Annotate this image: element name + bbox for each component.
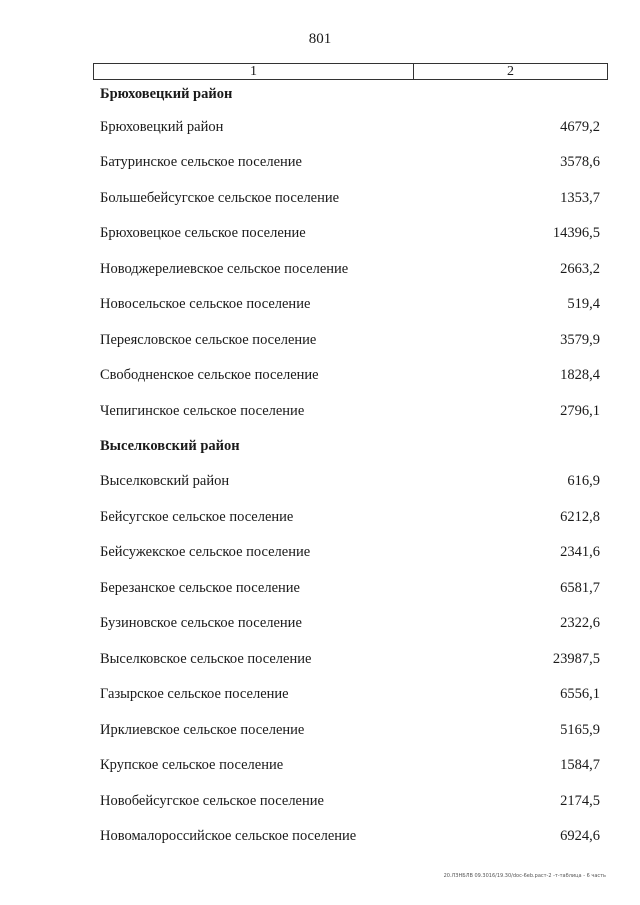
table-row bbox=[0, 328, 640, 352]
settlement-value: 6581,7 bbox=[560, 580, 600, 596]
settlement-name: Бейсужекское сельское поселение bbox=[100, 544, 311, 560]
settlement-name: Свободненское сельское поселение bbox=[100, 367, 319, 383]
settlement-name: Новомалороссийское сельское поселение bbox=[100, 828, 357, 844]
settlement-name: Новосельское сельское поселение bbox=[100, 296, 311, 312]
table-row bbox=[0, 221, 640, 245]
settlement-value: 2663,2 bbox=[560, 261, 600, 277]
settlement-value: 3578,6 bbox=[560, 154, 600, 170]
settlement-name: Газырское сельское поселение bbox=[100, 686, 289, 702]
settlement-name: Переясловское сельское поселение bbox=[100, 332, 317, 348]
table-row bbox=[0, 718, 640, 742]
settlement-value: 2341,6 bbox=[560, 544, 600, 560]
settlement-name: Чепигинское сельское поселение bbox=[100, 403, 305, 419]
table-row bbox=[0, 789, 640, 813]
settlement-value: 6924,6 bbox=[560, 828, 600, 844]
settlement-name: Батуринское сельское поселение bbox=[100, 154, 302, 170]
section-heading-row bbox=[0, 434, 640, 458]
table-row bbox=[0, 647, 640, 671]
table-row bbox=[0, 399, 640, 423]
table-row bbox=[0, 257, 640, 281]
section-heading: Выселковский район bbox=[100, 438, 240, 454]
settlement-name: Бейсугское сельское поселение bbox=[100, 509, 294, 525]
settlement-name: Новоджерелиевское сельское поселение bbox=[100, 261, 349, 277]
settlement-value: 2322,6 bbox=[560, 615, 600, 631]
settlement-value: 1353,7 bbox=[560, 190, 600, 206]
table-row bbox=[0, 611, 640, 635]
settlement-value: 2796,1 bbox=[560, 403, 600, 419]
table-row bbox=[0, 115, 640, 139]
settlement-value: 4679,2 bbox=[560, 119, 600, 135]
table-row bbox=[0, 540, 640, 564]
footer-code: 20.ЛЗНБЛВ 09.3016/19.30/doc-6eb.раст-2 -т-таблица - 6 часть bbox=[443, 873, 606, 879]
settlement-name: Большебейсугское сельское поселение bbox=[100, 190, 340, 206]
settlement-value: 1584,7 bbox=[560, 757, 600, 773]
table-row bbox=[0, 292, 640, 316]
settlement-value: 519,4 bbox=[567, 296, 600, 312]
settlement-value: 6212,8 bbox=[560, 509, 600, 525]
settlement-name: Брюховецкое сельское поселение bbox=[100, 225, 306, 241]
table-row bbox=[0, 469, 640, 493]
table-header bbox=[93, 63, 608, 80]
column-header-2: 2 bbox=[507, 64, 514, 79]
settlement-name: Выселковский район bbox=[100, 473, 230, 489]
settlement-value: 5165,9 bbox=[560, 722, 600, 738]
settlement-name: Выселковское сельское поселение bbox=[100, 651, 312, 667]
settlement-value: 616,9 bbox=[567, 473, 600, 489]
table-row bbox=[0, 150, 640, 174]
settlement-value: 14396,5 bbox=[552, 225, 600, 241]
settlement-value: 3579,9 bbox=[560, 332, 600, 348]
table-row bbox=[0, 824, 640, 848]
settlement-name: Новобейсугское сельское поселение bbox=[100, 793, 324, 809]
settlement-value: 1828,4 bbox=[560, 367, 600, 383]
section-heading-row bbox=[0, 82, 640, 106]
table-row bbox=[0, 186, 640, 210]
table-row bbox=[0, 753, 640, 777]
settlement-name: Брюховецкий район bbox=[100, 119, 224, 135]
settlement-name: Крупское сельское поселение bbox=[100, 757, 284, 773]
page-number: 801 bbox=[308, 31, 332, 47]
settlement-name: Ирклиевское сельское поселение bbox=[100, 722, 305, 738]
section-heading: Брюховецкий район bbox=[100, 86, 233, 102]
settlement-value: 23987,5 bbox=[552, 651, 600, 667]
column-header-1: 1 bbox=[94, 64, 414, 79]
table-row bbox=[0, 576, 640, 600]
settlement-value: 2174,5 bbox=[560, 793, 600, 809]
table-row bbox=[0, 363, 640, 387]
settlement-name: Березанское сельское поселение bbox=[100, 580, 300, 596]
settlement-name: Бузиновское сельское поселение bbox=[100, 615, 302, 631]
settlement-value: 6556,1 bbox=[560, 686, 600, 702]
table-row bbox=[0, 682, 640, 706]
table-row bbox=[0, 505, 640, 529]
